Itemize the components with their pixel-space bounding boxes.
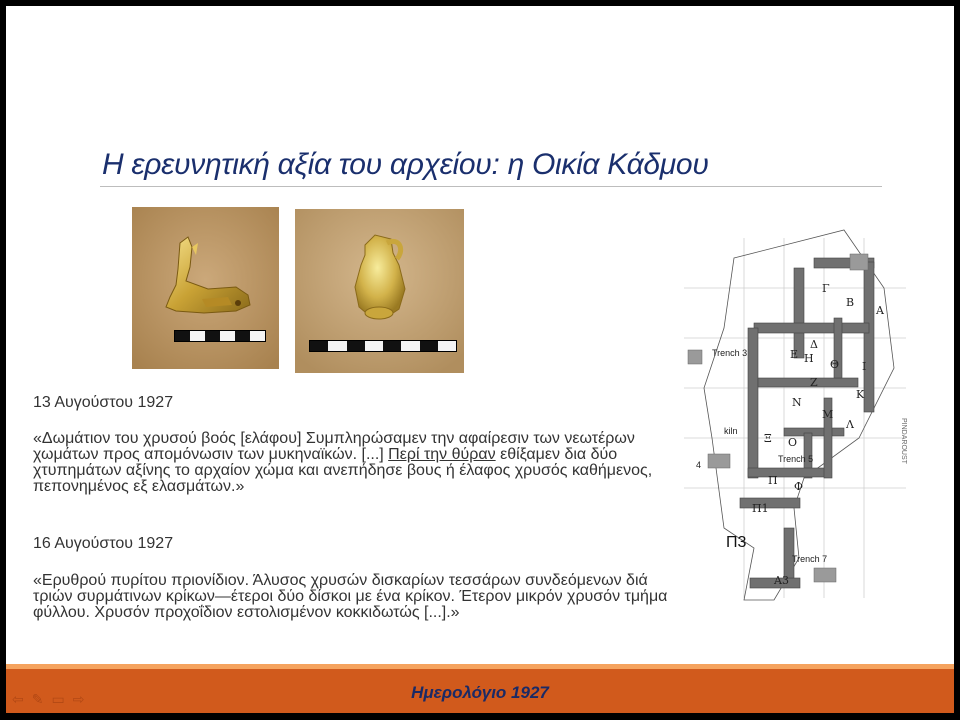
svg-text:Ε: Ε [790,348,799,361]
svg-text:Ζ: Ζ [810,376,818,389]
svg-text:Θ: Θ [830,358,840,371]
plan-callout-label: Π3 [726,534,747,551]
svg-text:Π: Π [768,474,778,487]
pen-icon[interactable]: ✎ [31,691,44,707]
entry1-quote-part2: εθίξαμεν δια δύο χτυπημάτων αξίνης το αρχαίον χώμα και ανεπήδησε βους ή έλαφος χρυσός καθήμενος, πεπονημένος εξ ελασμάτων.» [33,446,653,495]
svg-text:Ο: Ο [788,436,798,449]
svg-text:Η: Η [804,352,814,365]
svg-text:Α: Α [876,304,884,317]
svg-text:4: 4 [696,460,702,470]
slide [6,6,954,713]
svg-text:Μ: Μ [822,408,834,421]
svg-text:Α3: Α3 [774,574,789,587]
svg-text:Ξ: Ξ [764,432,772,445]
entry1-quote-underlined: Περί την θύραν [388,446,496,463]
scale-bar [309,340,457,352]
menu-icon[interactable]: ▭ [51,691,65,707]
svg-text:PINDAROUST: PINDAROUST [900,418,907,464]
svg-text:Trench 7: Trench 7 [792,554,828,564]
svg-text:Φ: Φ [794,480,804,493]
svg-text:Β: Β [846,296,855,309]
footer-bar [6,669,954,713]
svg-text:Ι: Ι [862,360,867,373]
back-arrow-icon[interactable]: ⇦ [12,691,24,707]
entry1-quote [33,431,673,495]
svg-text:kiln: kiln [724,426,738,436]
gold-deer-photo [132,207,279,369]
title-divider [100,186,882,187]
footer-title: Ημερολόγιο 1927 [411,683,549,702]
svg-text:Κ: Κ [856,388,865,401]
svg-text:Λ: Λ [846,418,854,431]
entry1-date: 13 Αυγούστου 1927 [33,394,174,411]
slide-nav-controls [12,691,84,708]
svg-text:Trench 3: Trench 3 [712,348,748,358]
excavation-plan [684,228,906,608]
svg-text:Δ: Δ [810,338,818,351]
gold-jug-photo [295,209,464,373]
svg-text:Π1: Π1 [752,502,769,515]
entry2-date: 16 Αυγούστου 1927 [33,535,174,552]
svg-text:Ν: Ν [792,396,802,409]
slide-title: Η ερευνητική αξία του αρχείου: η Οικία Κάδμου [102,148,709,181]
entry2-quote: «Ερυθρού πυρίτου πριονίδιον. Άλυσος χρυσών δισκαρίων τεσσάρων συνδεόμενων διά τριών συρμάτινων κρίκων—έτεροι δύο δίσκοι με ένα κρίκον. Έτερον μικρόν χρυσόν τμήμα φύλλου. Χρυσόν προχοΐδιον εστολισμένον κοκκιδωτώς [...].» [33,572,668,621]
svg-text:Γ: Γ [822,282,830,295]
entry1-quote-part1: «Δωμάτιον του χρυσού βοός [ελάφου] Συμπληρώσαμεν την αφαίρεσιν των νεωτέρων χωμάτων προς απομόνωσιν των μυκηναϊκών. [...] [33,430,635,463]
scale-bar [174,330,266,342]
svg-text:Trench 5: Trench 5 [778,454,814,464]
forward-arrow-icon[interactable]: ⇨ [72,691,85,707]
